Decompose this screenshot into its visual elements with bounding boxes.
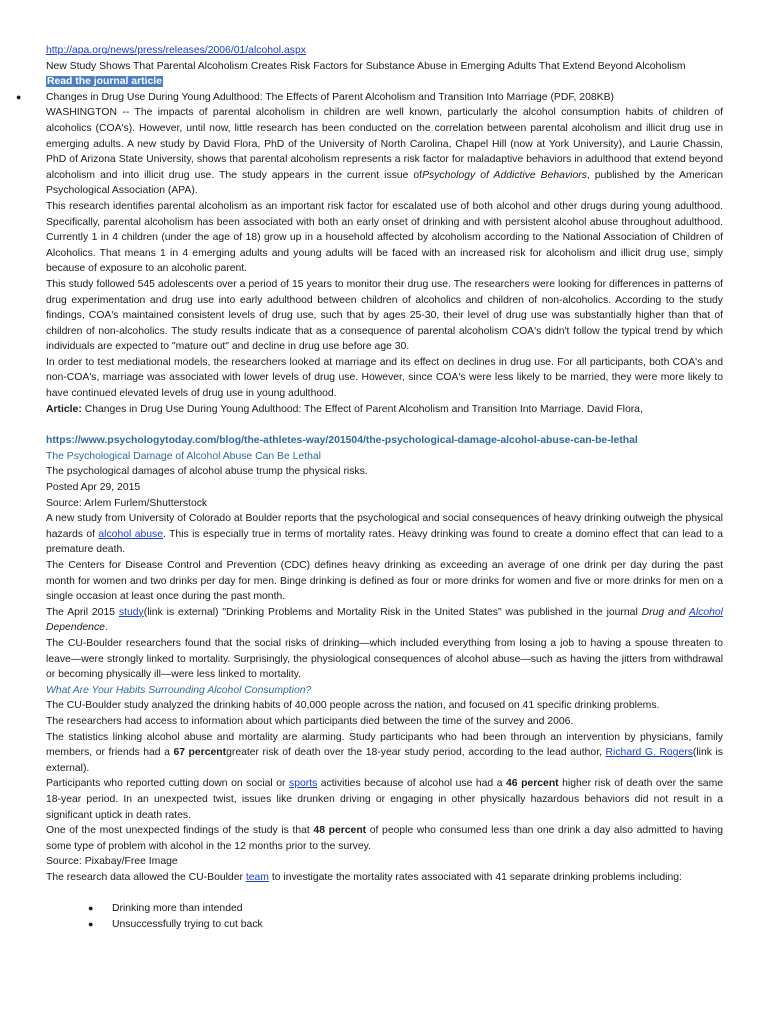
document-page xyxy=(16,43,724,933)
article-citation: Article: Changes in Drug Use During Young Adulthood: The Effect of Parent Alcoholism and Transition Into Marriage. David Flora, xyxy=(46,403,643,415)
richard-rogers-link[interactable]: Richard G. Rogers xyxy=(605,747,693,759)
apa-url-link[interactable]: http://apa.org/news/press/releases/2006/01/alcohol.aspx xyxy=(46,45,306,56)
paragraph: The research data allowed the CU-Boulder team to investigate the mortality rates associated with 41 separate drinking problems including: xyxy=(46,871,682,883)
question-link[interactable]: What Are Your Habits Surrounding Alcohol Consumption? xyxy=(46,684,312,696)
paragraph: This research identifies parental alcoholism as an important risk factor for escalated use of both alcohol and other drugs during young adulthood. Specifically, parental alcoholism has been associated with both an early onset of drinking and with persistent alcohol abuse throughout adulthood. Currently 1 in 4 children (under the age of 18) grow up in a household affected by alcoholism according to the National Association of Children of Alcoholics. That means 1 in 4 emerging adults and young adults will be faced with an increased risk for alcoholism and illicit drug use, simply because of exposure to an alcoholic parent. xyxy=(46,200,723,275)
psychologytoday-url-link[interactable]: https://www.psychologytoday.com/blog/the-athletes-way/201504/the-psychological-damage-alcohol-abuse-can-be-lethal xyxy=(46,435,638,447)
paragraph: The statistics linking alcohol abuse and mortality are alarming. Study participants who had been through an intervention by physicians, family members, or friends had a 67 percentgreater risk of death over the 18-year study period, according to the lead author, Richard G. Rogers(link is external). xyxy=(46,731,723,774)
paragraph: In order to test mediational models, the researchers looked at marriage and its effect on declines in drug use. For all participants, both COA's and non-COA's, marriage was associated with lower levels of drug use. However, since COA's were less likely to be married, they were more likely to have continued elevated levels of drug use in young adulthood. xyxy=(46,356,723,400)
list-item: ● Drinking more than intended xyxy=(112,901,723,917)
paragraph: The CU-Boulder researchers found that the social risks of drinking—which included everything from losing a job to having a spouse threaten to leave—were strongly linked to mortality. Surprisingly, the physiological consequences of alcohol abuse—such as having the jitters from withdrawal or becoming physically ill—were less linked to mortality. xyxy=(46,637,723,681)
paragraph: One of the most unexpected findings of the study is that 48 percent of people who consumed less than one drink a day also admitted to having some type of problem with alcohol in the 12 months prior to the survey. xyxy=(46,825,723,852)
bullet-icon: ● xyxy=(16,91,22,102)
paragraph: The CU-Boulder study analyzed the drinking habits of 40,000 people across the nation, and focused on 41 specific drinking problems. xyxy=(46,700,660,712)
posted-date: Posted Apr 29, 2015 xyxy=(46,482,141,494)
bullet-item xyxy=(16,90,723,106)
paragraph: WASHINGTON -- The impacts of parental alcoholism in children are well known, particularly the alcohol consumption habits of children of alcoholics (COA's). However, until now, little research has been conducted on the correlation between parental alcoholism and illicit drug use in emerging adults. A new study by David Flora, PhD of the University of North Carolina, Chapel Hill (now at York University), and Laurie Chassin, PhD of Arizona State University, shows that parental alcoholism represents a risk factor for maladaptive behaviors in adulthood that extend beyond alcoholism and into illicit drug use. The study appears in the current issue ofPsychology of Addictive Behaviors, published by the American Psychological Association (APA). xyxy=(46,107,723,197)
team-link[interactable]: team xyxy=(245,871,269,883)
paragraph: The April 2015 study(link is external) "Drinking Problems and Mortality Risk in the United States" was published in the journal Drug and Alcohol Dependence. xyxy=(46,606,723,634)
bullet-icon: ● xyxy=(88,919,94,930)
journal-article-link[interactable]: Read the journal article xyxy=(47,76,162,88)
paragraph: Participants who reported cutting down on social or sports activities because of alcohol use had a 46 percent higher risk of death over the same 18-year period. In an unexpected twist, issues like drunken driving or engaging in other physically hazardous behaviors did not result in a significant uptick in death rates. xyxy=(46,778,724,821)
image-source: Source: Arlem Furlem/Shutterstock xyxy=(46,497,208,509)
image-source: Source: Pixabay/Free Image xyxy=(46,856,178,868)
article-subtitle: The psychological damages of alcohol abuse trump the physical risks. xyxy=(46,466,368,478)
alcohol-link[interactable]: Alcohol xyxy=(688,606,723,618)
alcohol-abuse-link[interactable]: alcohol abuse xyxy=(98,528,164,540)
bullet-icon: ● xyxy=(88,903,94,914)
article-title: The Psychological Damage of Alcohol Abuse Can Be Lethal xyxy=(46,450,321,462)
bullet-title: Changes in Drug Use During Young Adulthood: The Effects of Parent Alcoholism and Transition Into Marriage (PDF, 208KB) xyxy=(46,91,614,103)
paragraph: This study followed 545 adolescents over a period of 15 years to monitor their drug use. The researchers were looking for differences in patterns of drug experimentation and drug use into early adulthood between children of alcoholics and children of non-alcoholics. According to the study findings, COA's maintained consistent levels of drug use, such that by ages 25-30, their level of drug use was substantially higher than that of children of non-alcoholics. The study results indicate that as a consequence of parental alcoholism COA's didn't follow the typical trend by which individuals are expected to "mature out" and decline in drug use before age 30. xyxy=(46,278,723,353)
drinking-problems-list xyxy=(46,901,723,932)
apa-headline: New Study Shows That Parental Alcoholism Creates Risk Factors for Substance Abuse in Emerging Adults That Extend Beyond Alcoholism xyxy=(46,60,686,72)
list-item: ● Unsuccessfully trying to cut back xyxy=(112,917,723,933)
study-link[interactable]: study xyxy=(118,606,144,618)
paragraph: A new study from University of Colorado at Boulder reports that the psychological and social consequences of heavy drinking outweigh the physical hazards of alcohol abuse. This is especially true in terms of mortality rates. Heavy drinking was found to create a domino effect that can lead to a premature death. xyxy=(46,513,724,556)
paragraph: The researchers had access to information about which participants died between the time of the survey and 2006. xyxy=(46,715,574,727)
paragraph: The Centers for Disease Control and Prevention (CDC) defines heavy drinking as exceeding an average of one drink per day during the past month for women and two drinks per day for men. Binge drinking is defined as four or more drinks for women and five or more drinks for men on a single occasion at least once during the past month. xyxy=(46,560,723,603)
sports-link[interactable]: sports xyxy=(289,778,318,790)
